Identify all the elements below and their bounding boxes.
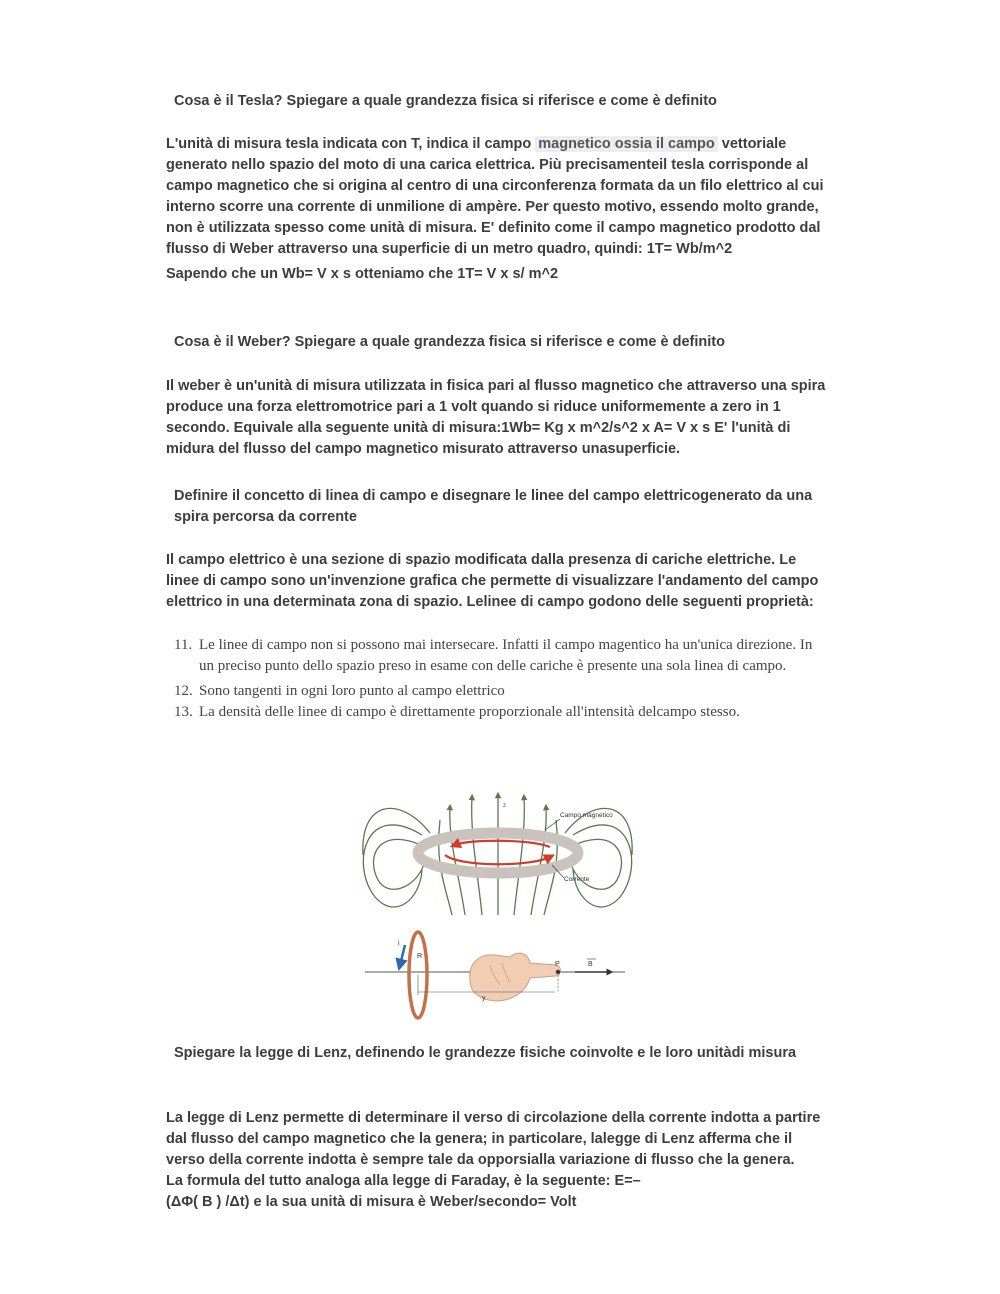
list-item: [174, 681, 824, 702]
properties-list: [174, 635, 824, 727]
answer-tesla-pre: L'unità di misura tesla indicata con T, indica il campo: [166, 136, 536, 152]
label-P: P: [555, 961, 560, 968]
hand-icon: [470, 953, 561, 1001]
highlighted-text: magnetico ossia il campo: [535, 136, 717, 152]
label-B: B: [588, 961, 593, 968]
answer-tesla: [166, 134, 828, 285]
list-item-text: La densità delle linee di campo è direttamente proporzionale all'intensità delcampo stesso.: [199, 704, 740, 720]
label-current: Corrente: [564, 876, 590, 883]
answer-tesla-post: vettoriale generato nello spazio del moto di una carica elettrica. Più precisamenteil tesla corrisponde al campo magnetico che si origina al centro di una circonferenza formata da un filo elettrico al cui interno scorre una corrente di unmilione di ampère. Per questo motivo, essendo molto grande, non è utilizzata spesso come unità di misura. E' definito come il campo magnetico prodotto dal flusso di Weber attraverso una superficie di un metro quadro, quindi: 1T= Wb/m^2: [166, 136, 824, 257]
answer-weber: Il weber è un'unità di misura utilizzata in fisica pari al flusso magnetico che attraverso una spira produce una forza elettromotrice pari a 1 volt quando si riduce uniformemente a zero in 1 secondo. Equivale alla seguente unità di misura:1Wb= Kg x m^2/s^2 x A= V x s E' l'unità di midura del flusso del campo magnetico misurato attraverso unasuperficie.: [166, 378, 826, 457]
answer-field-lines: Il campo elettrico è una sezione di spazio modificata dalla presenza di cariche elettriche. Le linee di campo sono un'invenzione grafica che permette di visualizzare l'andamento del campo elettrico in una determinata zona di spazio. Lelinee di campo godono delle seguenti proprietà:: [166, 552, 819, 610]
answer-lenz-formula-1: La formula del tutto analoga alla legge di Faraday, è la seguente: E=–: [166, 1173, 641, 1189]
question-tesla: Cosa è il Tesla? Spiegare a quale grandezza fisica si riferisce e come è definito: [174, 93, 717, 109]
label-R: R: [417, 953, 423, 960]
current-arrow-back: [455, 841, 550, 847]
answer-lenz-paragraph: La legge di Lenz permette di determinare il verso di circolazione della corrente indotta a partire dal flusso del campo magnetico che la genera; in particolare, lalegge di Lenz afferma che il verso della corrente indotta è sempre tale da opporsialla variazione di flusso che la genera.: [166, 1110, 821, 1168]
answer-tesla-paragraph: [166, 134, 828, 260]
list-item: [174, 702, 824, 723]
label-i: i: [398, 940, 400, 947]
magnetic-field-figure: [360, 785, 635, 1030]
list-item-number: 13.: [174, 704, 193, 720]
question-lenz: Spiegare la legge di Lenz, definendo le grandezze fisiche coinvolte e le loro unitàdi misura: [174, 1045, 797, 1061]
label-y: y: [482, 995, 486, 1002]
question-field-lines: Definire il concetto di linea di campo e disegnare le linee del campo elettricogenerato da una spira percorsa da corrente: [174, 488, 813, 525]
current-i-arrow: [400, 945, 405, 965]
answer-lenz-formula-2: (ΔΦ( B ) /Δt) e la sua unità di misura è Weber/secondo= Volt: [166, 1194, 577, 1210]
label-z: z: [503, 803, 506, 809]
list-item-text: Le linee di campo non si possono mai intersecare. Infatti il campo magentico ha un'unica direzione. In un preciso punto dello spazio preso in esame con delle cariche è presente una sola linea di campo.: [199, 637, 813, 674]
label-field: Campo magnetico: [560, 812, 613, 819]
label-field-leader: [545, 819, 560, 830]
answer-tesla-formula: Sapendo che un Wb= V x s otteniamo che 1T= V x s/ m^2: [166, 266, 559, 282]
list-item: [174, 635, 824, 677]
answer-lenz: [166, 1108, 828, 1213]
list-item-number: 12.: [174, 683, 193, 699]
list-item-text: Sono tangenti in ogni loro punto al campo elettrico: [199, 683, 505, 699]
list-item-number: 11.: [174, 637, 193, 653]
question-weber: Cosa è il Weber? Spiegare a quale grandezza fisica si riferisce e come è definito: [174, 334, 725, 350]
